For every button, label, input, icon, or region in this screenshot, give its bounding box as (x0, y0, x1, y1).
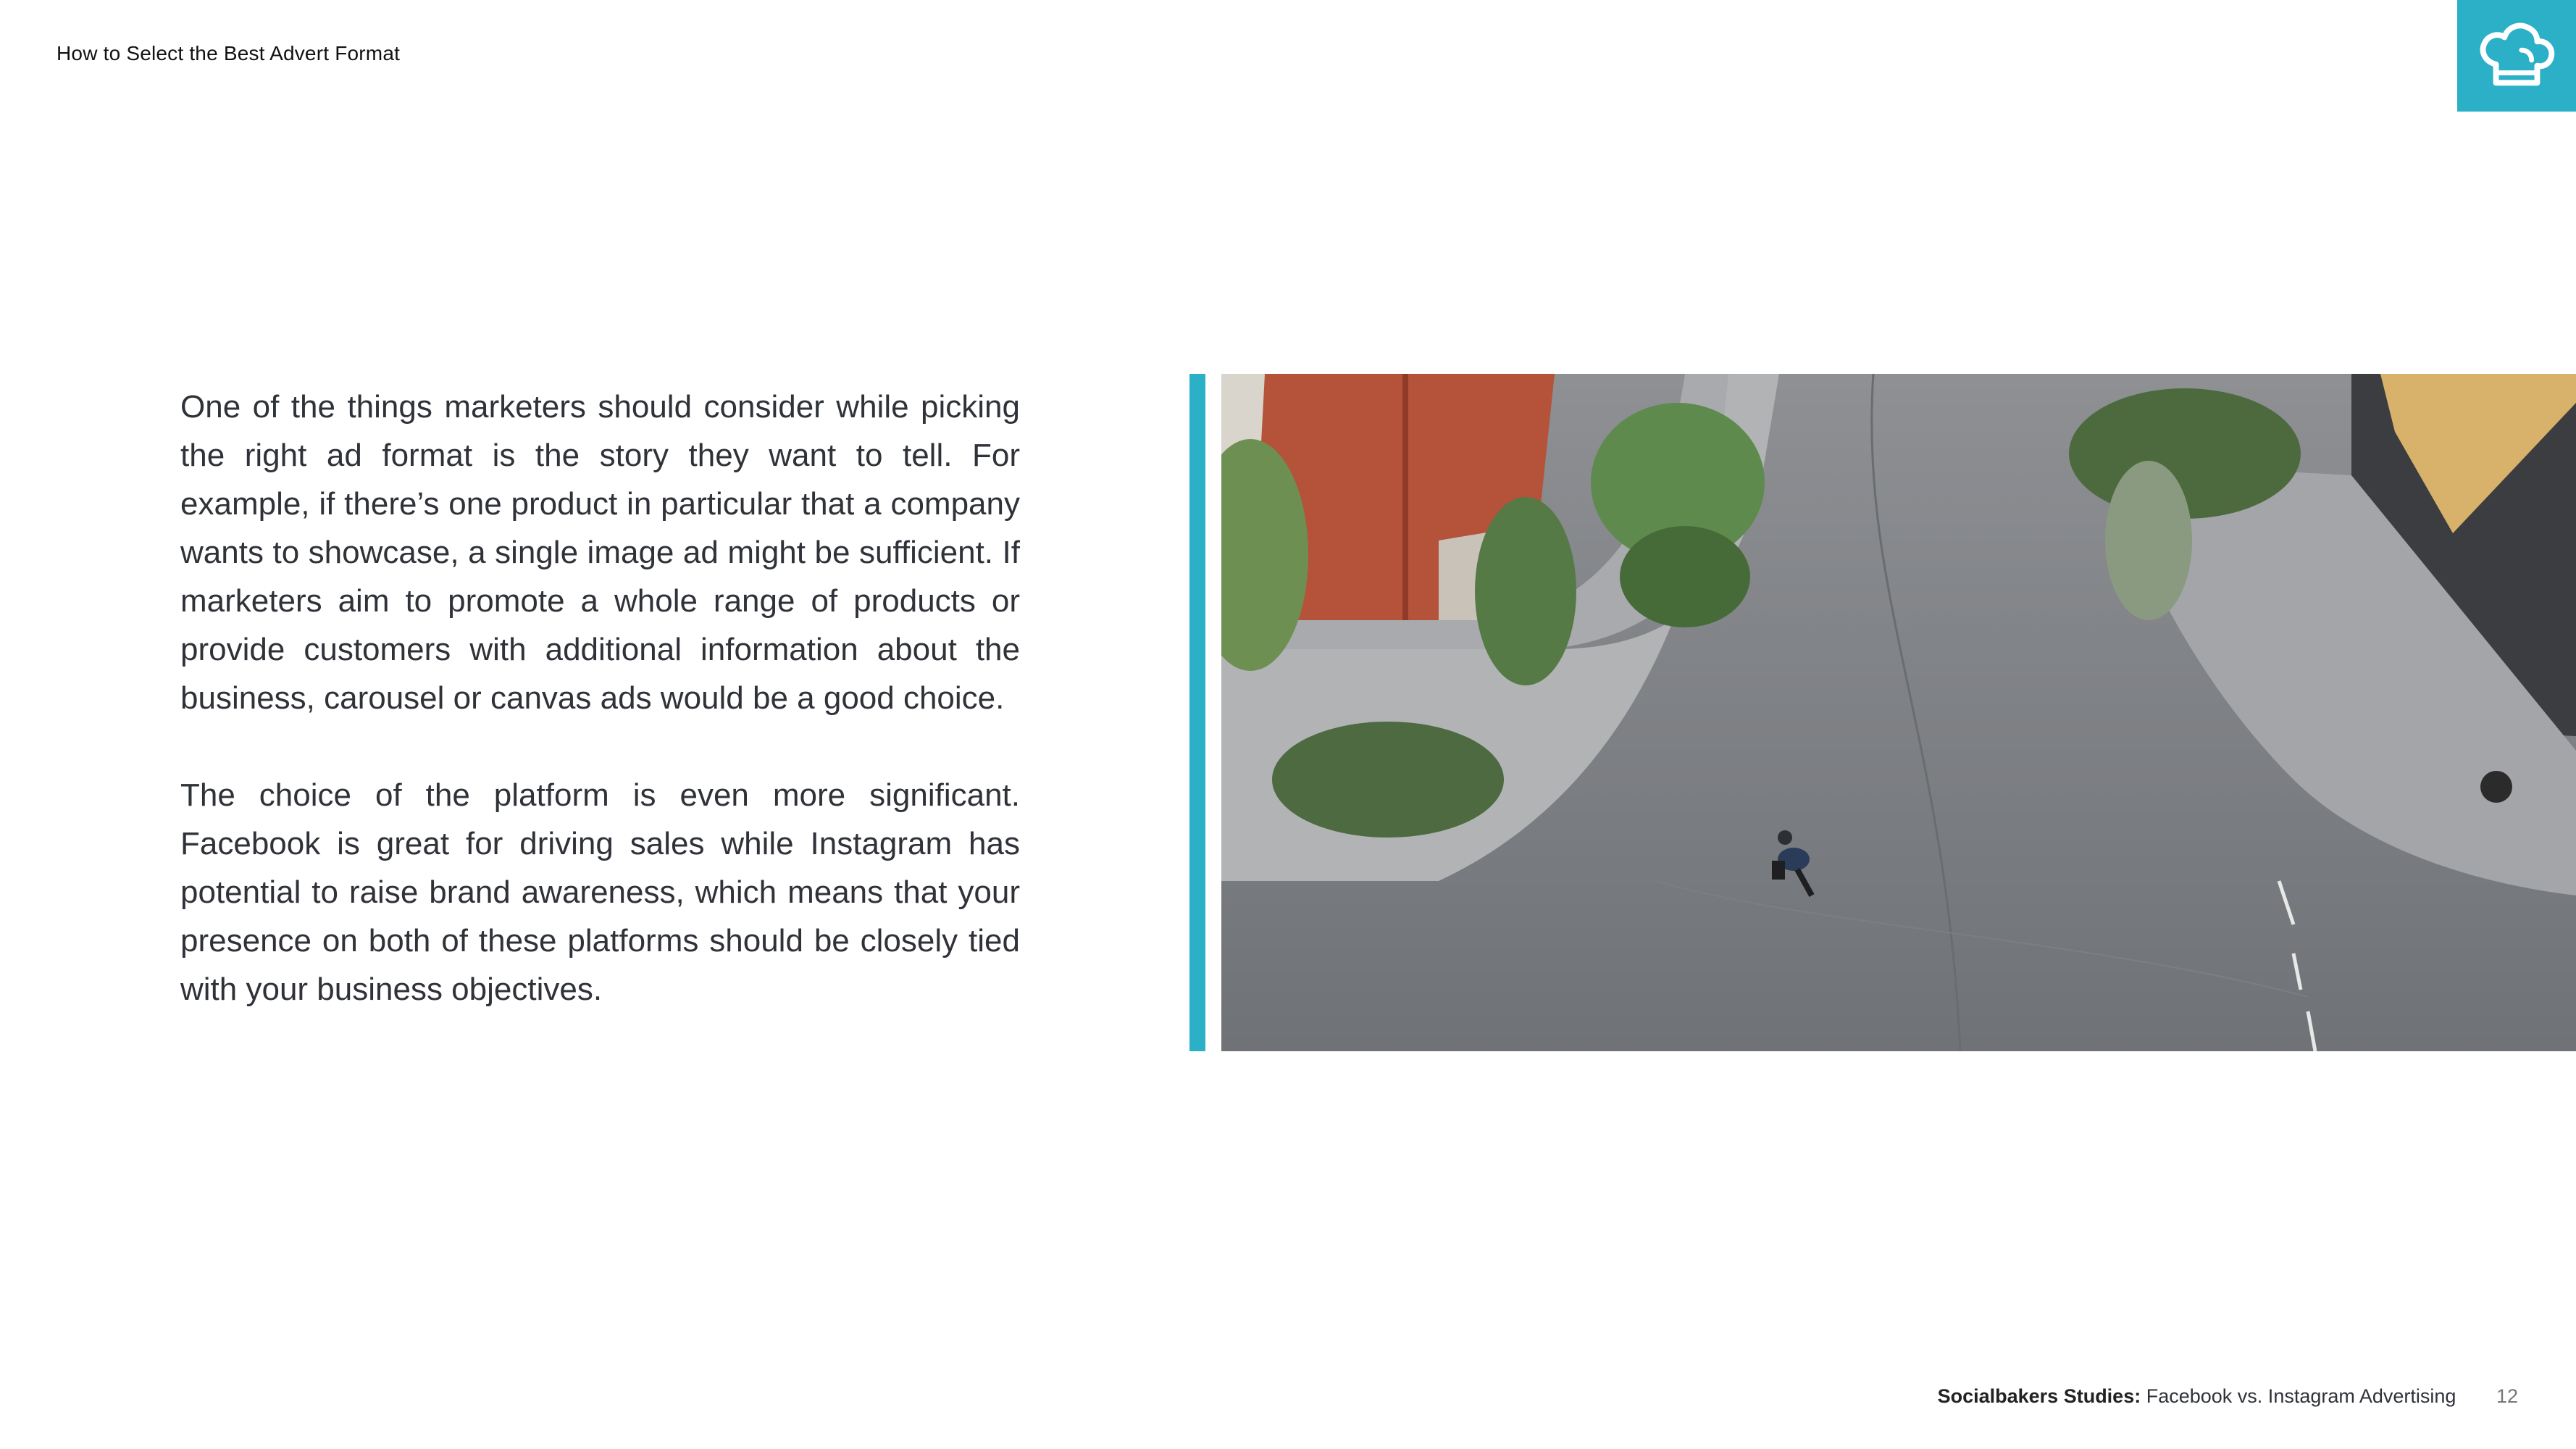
page-number: 12 (2496, 1385, 2518, 1407)
accent-bar (1189, 374, 1205, 1051)
paragraph: The choice of the platform is even more significant. Facebook is great for driving sales while Instagram has potential to raise brand awareness, which means that your presence on both of these platforms should be closely tied with your business objectives. (180, 777, 1020, 1007)
paragraph: One of the things marketers should consider while picking the right ad format is the story they want to tell. For example, if there’s one product in particular that a company wants to showcase, a single image ad might be sufficient. If marketers aim to promote a whole range of products or provide customers with additional information about the business, carousel or canvas ads would be a good choice. (180, 389, 1020, 716)
body-text (180, 383, 1020, 1014)
street-photo (1221, 374, 2576, 1051)
footer-brand: Socialbakers Studies: (1937, 1385, 2141, 1407)
section-title: How to Select the Best Advert Format (57, 42, 401, 64)
logo-badge (2457, 0, 2576, 112)
footer (1938, 1385, 2518, 1408)
chef-hat-icon (2477, 20, 2556, 92)
footer-title: Facebook vs. Instagram Advertising (2146, 1385, 2456, 1407)
